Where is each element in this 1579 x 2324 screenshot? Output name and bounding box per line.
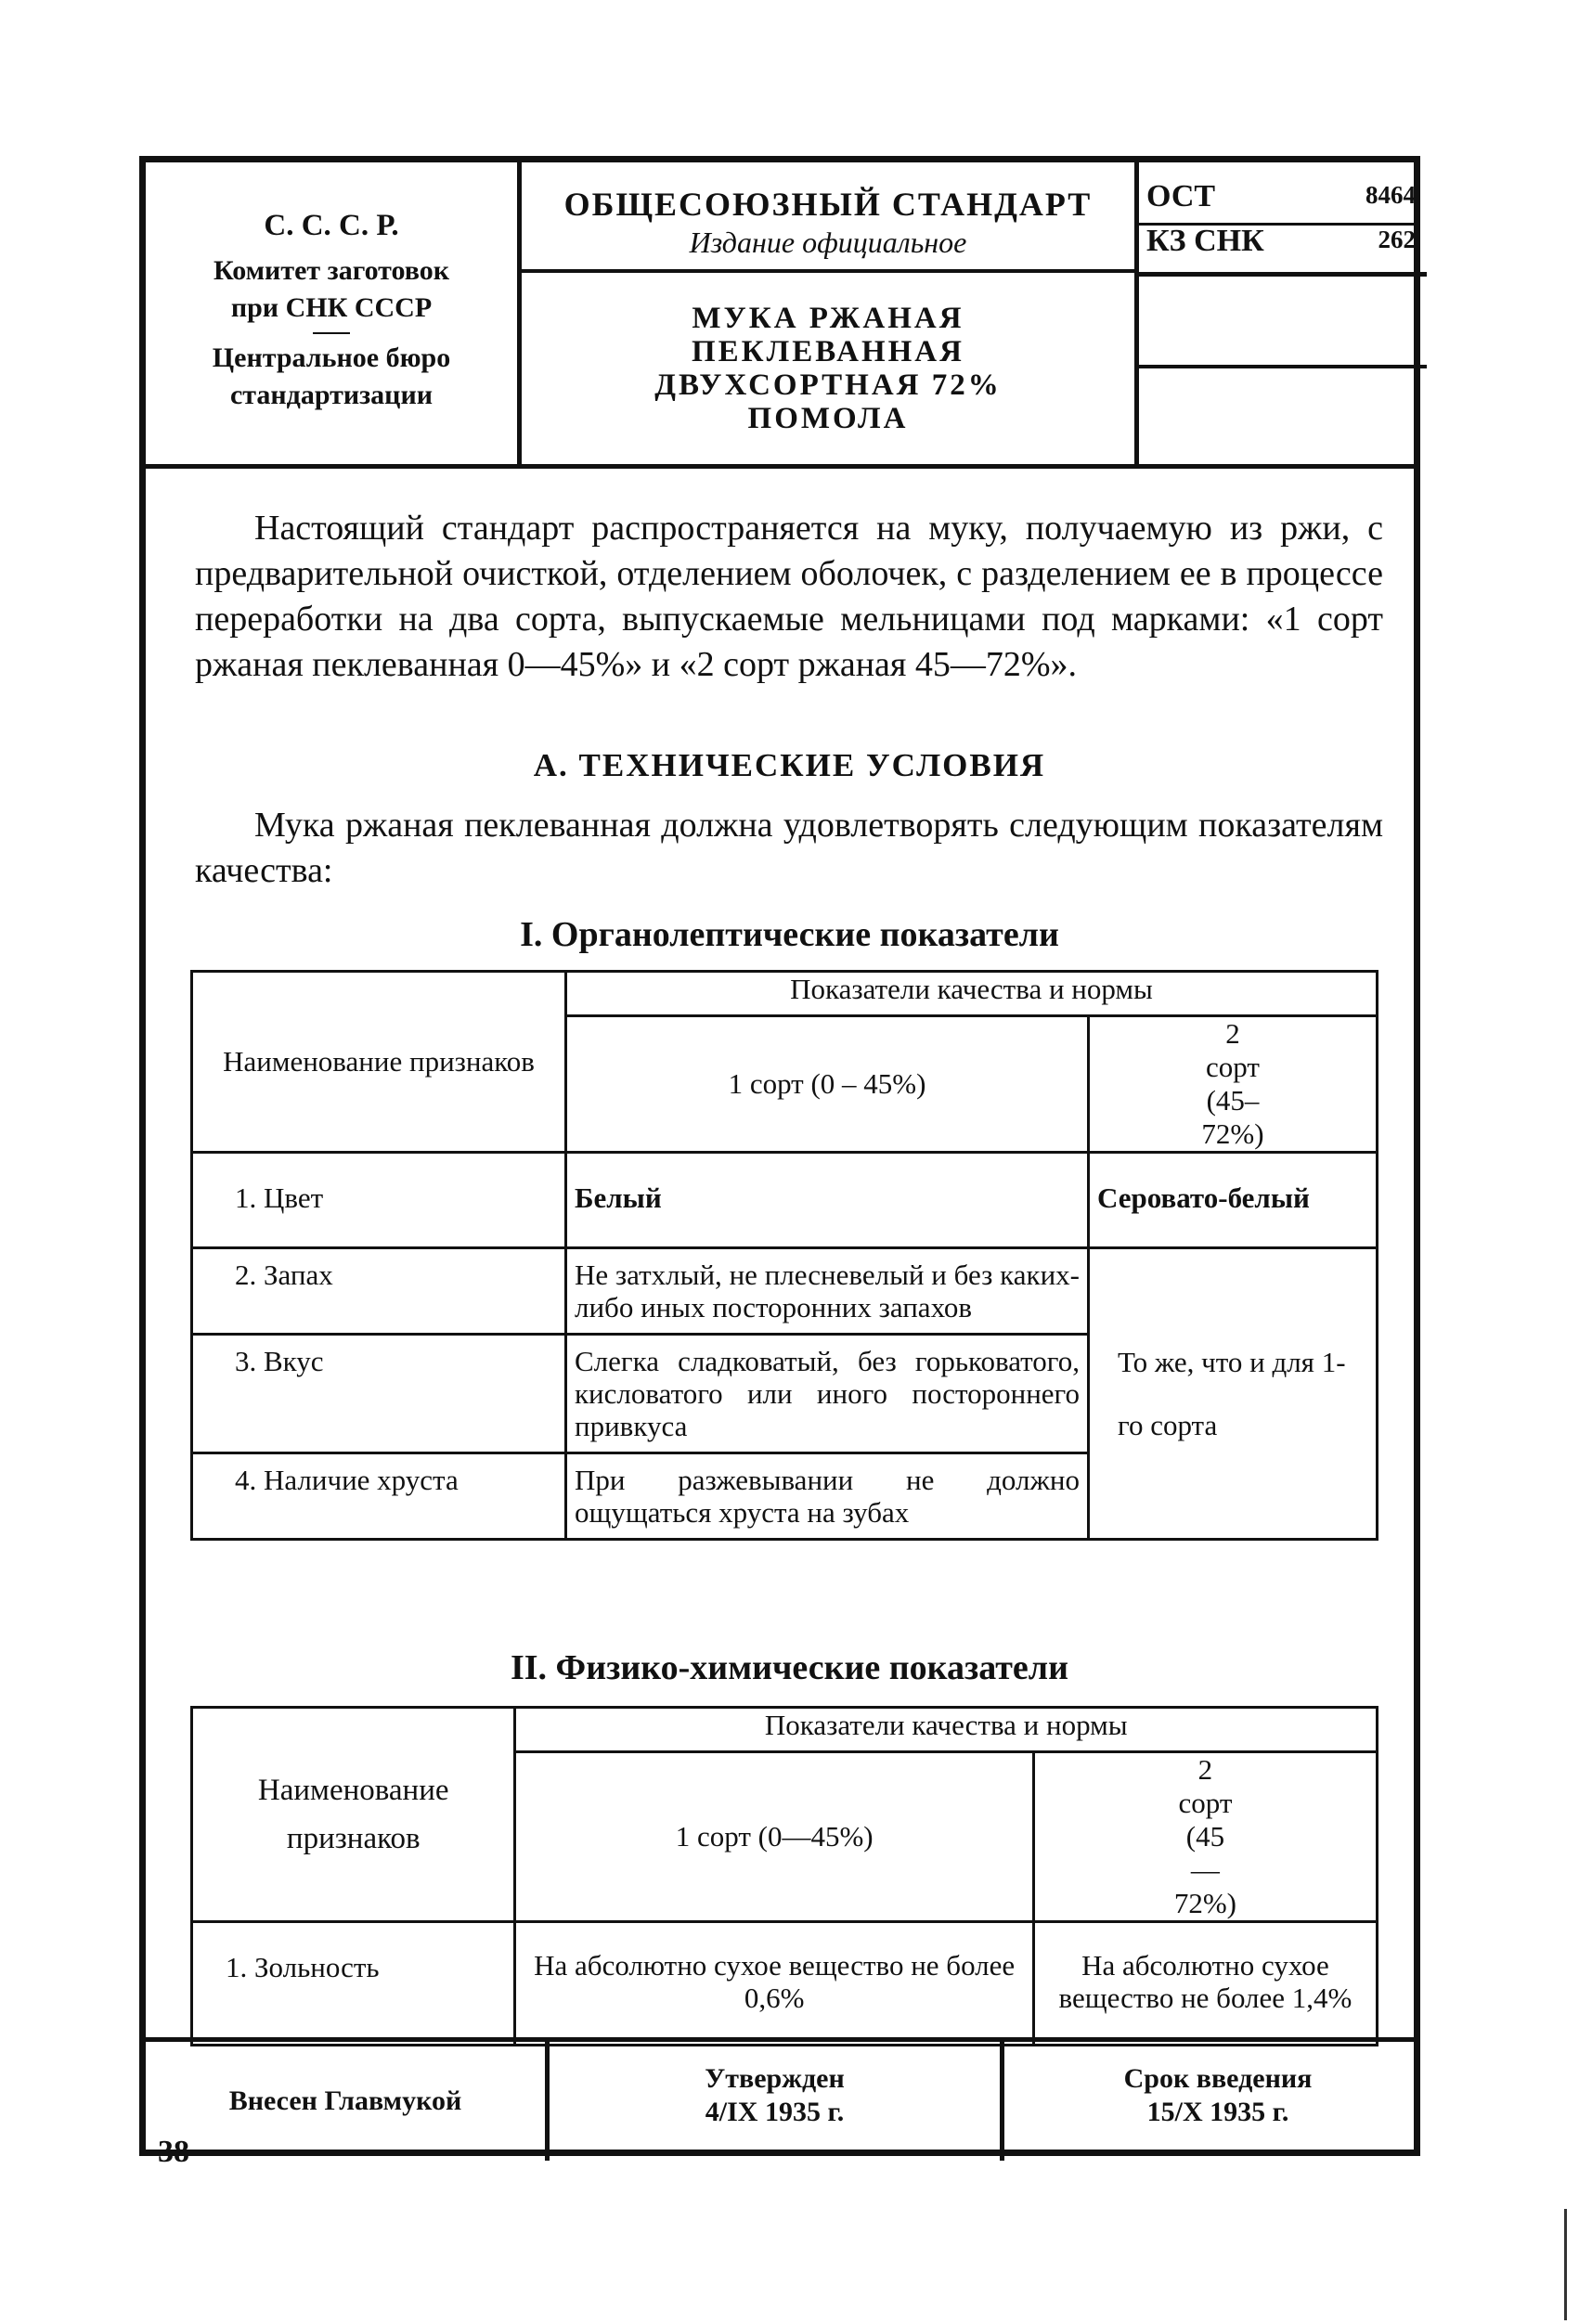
issuer-line5: стандартизации	[229, 380, 434, 410]
table1-header-name	[192, 972, 566, 1153]
page-number: 38	[158, 2135, 189, 2169]
row-name: 1. Цвет	[192, 1153, 566, 1248]
issuer-country: С. С. С. Р.	[264, 209, 399, 242]
approved-block	[545, 2042, 1004, 2161]
footer-block	[146, 2037, 1414, 2161]
row-value1: При разжевывании не должно ощущаться хруста на зубах	[566, 1453, 1089, 1540]
row-name: 4. Наличие хруста	[192, 1453, 566, 1540]
table1-header-col1: 1 сорт (0 – 45%)	[566, 1016, 1089, 1153]
kz-label: КЗ СНК	[1146, 224, 1264, 258]
product-line: ДВУХСОРТНАЯ 72%	[654, 368, 1002, 402]
issuer-line3: при СНК СССР	[230, 292, 433, 323]
effective-block	[1009, 2042, 1427, 2161]
table1-header-col2: 2 сорт (45–72%)	[1089, 1016, 1378, 1153]
kz-code	[1146, 224, 1416, 259]
row-name: 1. Зольность	[192, 1922, 515, 2046]
effective-label: Срок введения	[1123, 2063, 1313, 2094]
issuer-committee	[146, 252, 517, 327]
product-line: МУКА РЖАНАЯ	[692, 302, 964, 335]
issuer-block	[146, 162, 517, 464]
section-paragraph: Мука ржаная пеклеванная должна удовлетворять следующим показателям качества:	[195, 806, 1383, 890]
effective-date: 15/X 1935 г.	[1146, 2097, 1289, 2127]
ost-code	[1146, 179, 1416, 214]
header-text: Наименование признаков	[257, 1774, 449, 1855]
code-rule	[1139, 365, 1427, 368]
row-value1: Белый	[566, 1153, 1089, 1248]
margin-edge	[1564, 2209, 1567, 2320]
row-value2: На абсолютно сухое вещество не более 1,4%	[1033, 1922, 1377, 2046]
table2-header-col2: 2 сорт (45—72%)	[1033, 1752, 1377, 1922]
row-value1: Слегка сладковатый, без горьковатого, кисловатого или иного постороннего привкуса	[566, 1335, 1089, 1453]
row-value2: То же, что и для 1-го сорта	[1089, 1248, 1378, 1540]
table2-header-group: Показатели качества и нормы	[515, 1708, 1378, 1752]
intro-paragraph: Настоящий стандарт распространяется на муку, получаемую из ржи, с предварительной очисткой, отделением оболочек, с разделением ее в процессе переработки на два сорта, выпускаемые мельницами под марками: «1 сорт ржаная пеклеванная 0—45%» и «2 сорт ржаная 45—72%».	[195, 509, 1383, 684]
standard-code-block	[1139, 162, 1427, 464]
code-rule	[1139, 272, 1427, 277]
row-name: 3. Вкус	[192, 1335, 566, 1453]
table1-header-group: Показатели качества и нормы	[566, 972, 1378, 1016]
product-line: ПОМОЛА	[747, 402, 909, 435]
standard-subtitle: Издание официальное	[689, 226, 967, 259]
row-value2: Серовато-белый	[1089, 1153, 1378, 1248]
table-row	[192, 1922, 1378, 2046]
table2-header-col1: 1 сорт (0—45%)	[515, 1752, 1033, 1922]
product-line: ПЕКЛЕВАННАЯ	[692, 335, 964, 368]
title-divider	[522, 269, 1134, 273]
issuer-divider	[313, 332, 350, 334]
ost-label: ОСТ	[1146, 179, 1216, 213]
kz-number: 262	[1378, 226, 1416, 253]
row-value1: На абсолютно сухое вещество не более 0,6%	[515, 1922, 1033, 2046]
approved-date: 4/IX 1935 г.	[705, 2097, 845, 2127]
issuer-line4: Центральное бюро	[212, 342, 451, 373]
row-name: 2. Запах	[192, 1248, 566, 1335]
issuer-bureau	[146, 340, 517, 414]
section-heading: А. ТЕХНИЧЕСКИЕ УСЛОВИЯ	[533, 747, 1046, 783]
organoleptic-table	[190, 970, 1378, 1541]
standard-title-block	[517, 162, 1139, 464]
table-row	[192, 1153, 1378, 1248]
standard-title: ОБЩЕСОЮЗНЫЙ СТАНДАРТ	[563, 186, 1093, 223]
table2-title: II. Физико-химические показатели	[510, 1648, 1069, 1687]
table1-title: I. Органолептические показатели	[520, 915, 1059, 954]
product-name	[522, 302, 1134, 435]
table-row	[192, 1248, 1378, 1335]
ost-number: 8464	[1365, 181, 1416, 209]
approved-label: Утвержден	[705, 2063, 845, 2094]
row-value1: Не затхлый, не плесневелый и без каких-либо иных посторонних запахов	[566, 1248, 1089, 1335]
physicochemical-table	[190, 1706, 1378, 2046]
table2-header-name	[192, 1708, 515, 1922]
issuer-line2: Комитет заготовок	[213, 255, 450, 286]
introduced-by: Внесен Главмукой	[228, 2085, 462, 2116]
header-text: Наименование признаков	[223, 1045, 535, 1078]
header-block	[146, 162, 1414, 469]
